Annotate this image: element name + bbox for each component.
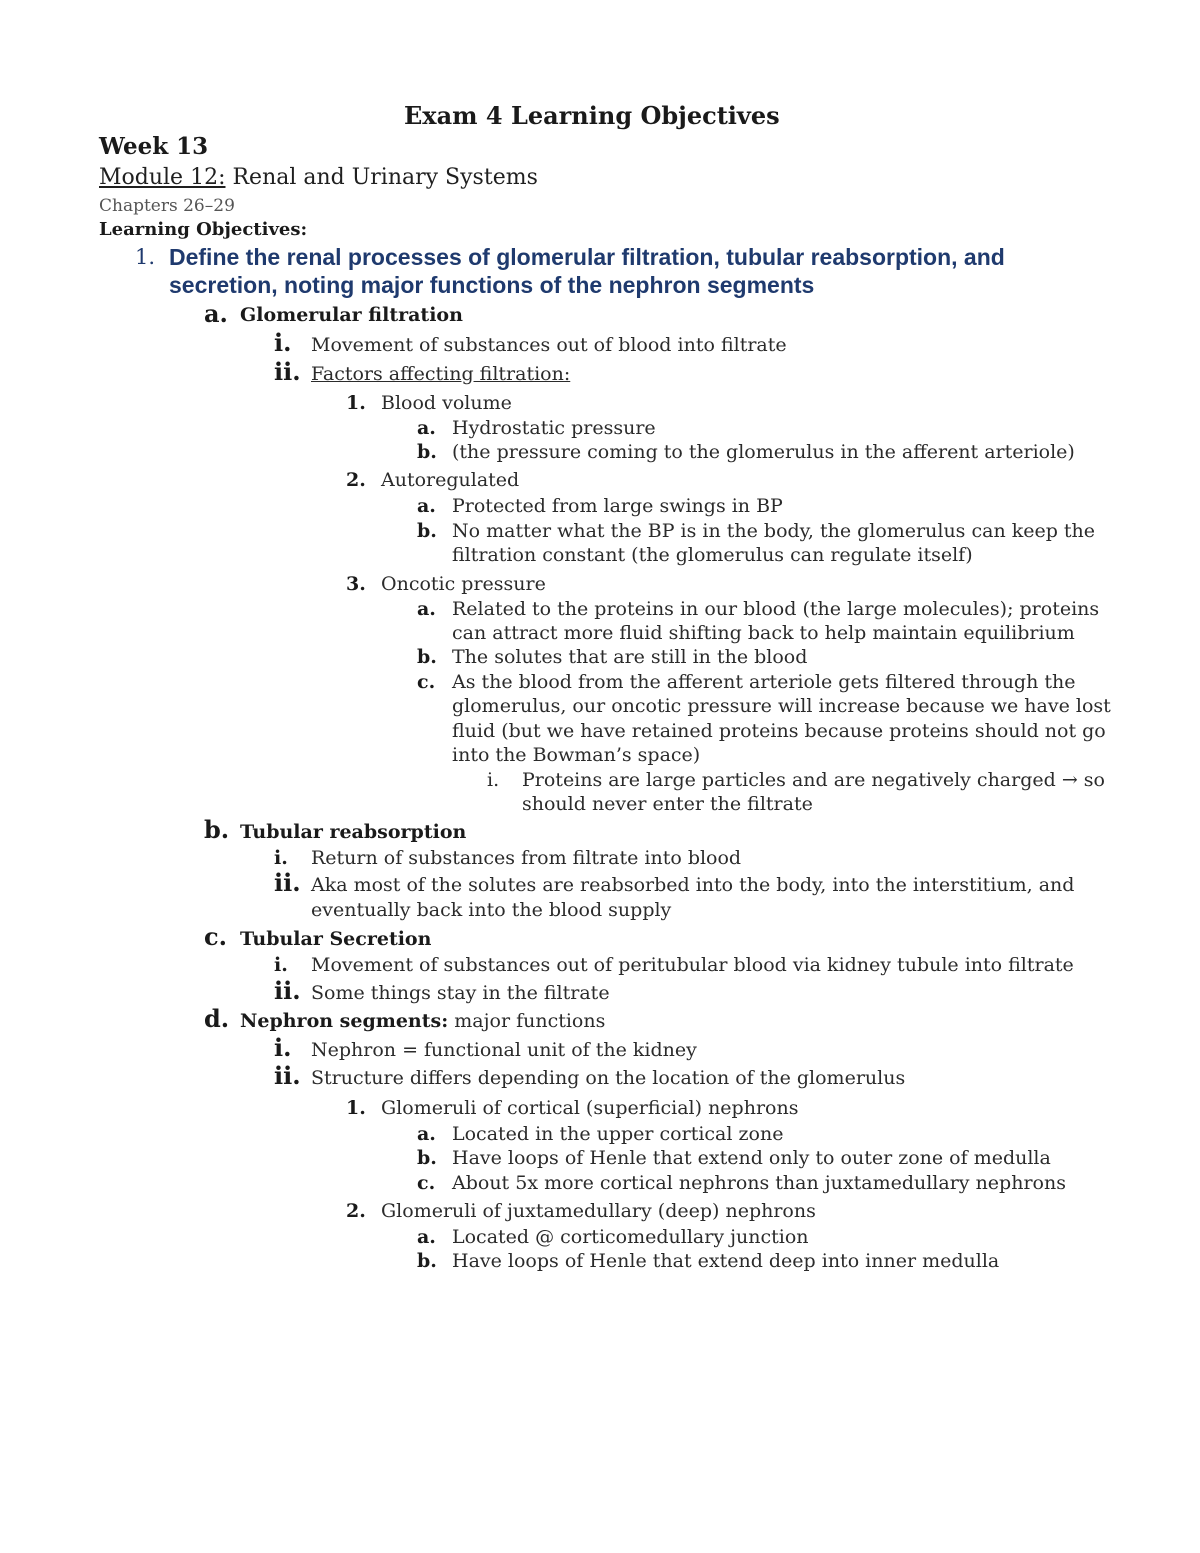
chapters-line: Chapters 26–29: [99, 196, 235, 216]
section-d-heading: [240, 1009, 605, 1033]
section-c-marker: c.: [204, 922, 227, 951]
c-i-marker: i.: [274, 954, 288, 976]
g2-marker: 2.: [346, 1200, 366, 1222]
a-ii-marker: ii.: [274, 357, 301, 386]
section-b-title: Tubular reabsorption: [240, 821, 467, 843]
section-d-marker: d.: [204, 1004, 230, 1033]
f1-b-text: (the pressure coming to the glomerulus in the afferent arteriole): [452, 441, 1075, 463]
a-i-marker: i.: [274, 328, 292, 357]
f1-text: Blood volume: [381, 392, 512, 414]
page-title: Exam 4 Learning Objectives: [404, 101, 780, 130]
g2-a-text: Located @ corticomedullary junction: [452, 1226, 809, 1248]
g1-b-marker: b.: [417, 1147, 437, 1169]
f3-marker: 3.: [346, 573, 366, 595]
f1-b-marker: b.: [417, 441, 437, 463]
b-i-text: Return of substances from filtrate into blood: [311, 847, 742, 869]
f2-b-line-1: No matter what the BP is in the body, the glomerulus can keep the: [452, 520, 1096, 542]
f3-c-i-marker: i.: [487, 769, 500, 791]
f3-c-line-4: into the Bowman’s space): [452, 744, 701, 766]
f3-c-i-line-1: Proteins are large particles and are negatively charged → so: [522, 769, 1105, 791]
f3-c-line-3: fluid (but we have retained proteins because proteins should not go: [452, 720, 1106, 742]
f3-c-i-line-2: should never enter the filtrate: [522, 793, 813, 815]
f3-a-marker: a.: [417, 598, 436, 620]
b-ii-marker: ii.: [274, 868, 301, 897]
g1-marker: 1.: [346, 1097, 366, 1119]
b-i-marker: i.: [274, 847, 288, 869]
c-i-text: Movement of substances out of peritubular blood via kidney tubule into filtrate: [311, 954, 1074, 976]
g1-a-text: Located in the upper cortical zone: [452, 1123, 784, 1145]
g1-c-text: About 5x more cortical nephrons than juxtamedullary nephrons: [452, 1172, 1066, 1194]
b-ii-line-1: Aka most of the solutes are reabsorbed into the body, into the interstitium, and: [311, 874, 1075, 896]
g1-text: Glomeruli of cortical (superficial) nephrons: [381, 1097, 799, 1119]
d-ii-marker: ii.: [274, 1061, 301, 1090]
f1-a-text: Hydrostatic pressure: [452, 417, 656, 439]
a-i-text: Movement of substances out of blood into filtrate: [311, 334, 787, 356]
f2-marker: 2.: [346, 469, 366, 491]
learning-objectives-heading: Learning Objectives:: [99, 219, 308, 240]
f3-a-line-2: can attract more fluid shifting back to help maintain equilibrium: [452, 622, 1075, 644]
c-ii-text: Some things stay in the filtrate: [311, 982, 610, 1004]
f3-b-text: The solutes that are still in the blood: [452, 646, 808, 668]
f1-marker: 1.: [346, 392, 366, 414]
section-b-marker: b.: [204, 815, 230, 844]
module-heading: [99, 164, 538, 192]
g2-b-marker: b.: [417, 1250, 437, 1272]
f3-b-marker: b.: [417, 646, 437, 668]
d-i-marker: i.: [274, 1033, 292, 1062]
f3-c-marker: c.: [417, 671, 436, 693]
section-d-title: Nephron segments:: [240, 1010, 449, 1032]
f2-b-marker: b.: [417, 520, 437, 542]
f2-a-text: Protected from large swings in BP: [452, 495, 783, 517]
g2-a-marker: a.: [417, 1226, 436, 1248]
objective-line-1: Define the renal processes of glomerular filtration, tubular reabsorption, and: [169, 244, 1005, 270]
g2-b-text: Have loops of Henle that extend deep into inner medulla: [452, 1250, 1000, 1272]
f3-text: Oncotic pressure: [381, 573, 546, 595]
f3-c-line-1: As the blood from the afferent arteriole gets filtered through the: [452, 671, 1076, 693]
section-a-title: Glomerular filtration: [240, 304, 463, 326]
a-ii-text: Factors affecting filtration:: [311, 363, 571, 385]
f2-b-line-2: filtration constant (the glomerulus can regulate itself): [452, 544, 973, 566]
f2-text: Autoregulated: [381, 469, 520, 491]
week-heading: Week 13: [99, 133, 209, 160]
c-ii-marker: ii.: [274, 976, 301, 1005]
g1-b-text: Have loops of Henle that extend only to outer zone of medulla: [452, 1147, 1051, 1169]
f1-a-marker: a.: [417, 417, 436, 439]
g1-c-marker: c.: [417, 1172, 436, 1194]
section-d-title-rest: major functions: [448, 1010, 606, 1032]
f2-a-marker: a.: [417, 495, 436, 517]
section-c-title: Tubular Secretion: [240, 928, 432, 950]
d-ii-text: Structure differs depending on the location of the glomerulus: [311, 1067, 906, 1089]
objective-marker: 1.: [135, 245, 156, 269]
f3-c-line-2: glomerulus, our oncotic pressure will increase because we have lost: [452, 695, 1111, 717]
module-name: Renal and Urinary Systems: [232, 165, 538, 190]
objective-line-2: secretion, noting major functions of the nephron segments: [169, 272, 815, 298]
g1-a-marker: a.: [417, 1123, 436, 1145]
g2-text: Glomeruli of juxtamedullary (deep) nephrons: [381, 1200, 816, 1222]
d-i-text: Nephron = functional unit of the kidney: [311, 1039, 697, 1061]
section-a-marker: a.: [204, 299, 228, 328]
f3-a-line-1: Related to the proteins in our blood (the large molecules); proteins: [452, 598, 1100, 620]
module-label: Module 12:: [99, 165, 226, 190]
b-ii-line-2: eventually back into the blood supply: [311, 899, 672, 921]
